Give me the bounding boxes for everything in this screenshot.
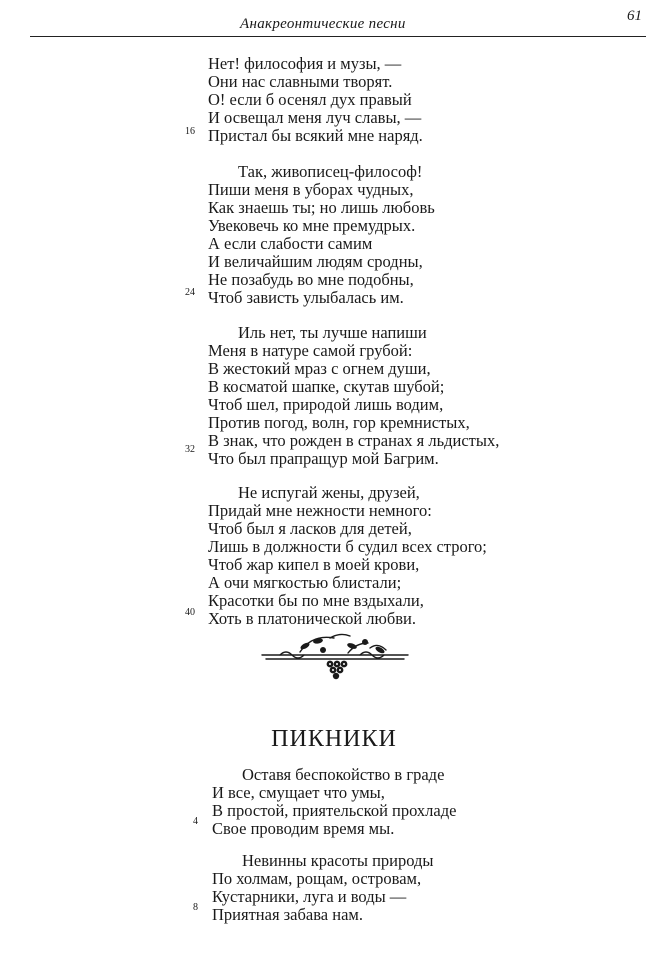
verse-line: А очи мягкостью блистали; bbox=[208, 573, 402, 592]
line-number: 4 bbox=[193, 816, 198, 827]
running-header bbox=[30, 8, 646, 37]
line-number: 16 bbox=[185, 126, 195, 137]
poem-title: ПИКНИКИ bbox=[271, 726, 397, 752]
verse-line: В косматой шапке, скутав шубой; bbox=[208, 377, 445, 396]
verse-line: Что был прапращур мой Багрим. bbox=[208, 449, 439, 468]
verse-line: Красотки бы по мне вздыхали, bbox=[208, 591, 424, 610]
verse-line: И все, смущает что умы, bbox=[212, 783, 385, 802]
verse-line: Чтоб жар кипел в моей крови, bbox=[208, 555, 420, 574]
verse-line: О! если б осенял дух правый bbox=[208, 90, 412, 109]
verse-line: Увековечь ко мне премудрых. bbox=[208, 216, 416, 235]
verse-line: Меня в натуре самой грубой: bbox=[208, 341, 413, 360]
verse-line: Хоть в платонической любви. bbox=[208, 609, 416, 628]
verse-line: Так, живописец-философ! bbox=[238, 162, 423, 181]
verse-line: Придай мне нежности немного: bbox=[208, 501, 432, 520]
verse-line: Пристал бы всякий мне наряд. bbox=[208, 126, 423, 145]
verse-line: Приятная забава нам. bbox=[212, 905, 363, 924]
verse-line: Против погод, волн, гор кремнистых, bbox=[208, 413, 470, 432]
verse-line: Пиши меня в уборах чудных, bbox=[208, 180, 414, 199]
verse-line: Не испугай жены, друзей, bbox=[238, 483, 420, 502]
verse-line: Чтоб был я ласков для детей, bbox=[208, 519, 412, 538]
verse-line: Как знаешь ты; но лишь любовь bbox=[208, 198, 435, 217]
verse-line: А если слабости самим bbox=[208, 234, 373, 253]
verse-line: Они нас славными творят. bbox=[208, 72, 393, 91]
verse-line: В знак, что рожден в странах я льдистых, bbox=[208, 431, 500, 450]
line-number: 24 bbox=[185, 287, 195, 298]
verse-line: Нет! философия и музы, — bbox=[208, 54, 402, 73]
verse-line: И величайшим людям сродны, bbox=[208, 252, 423, 271]
running-title: Анакреонтические песни bbox=[240, 16, 406, 32]
verse-line: По холмам, рощам, островам, bbox=[212, 869, 422, 888]
verse-line: Кустарники, луга и воды — bbox=[212, 887, 407, 906]
verse-line: Иль нет, ты лучше напиши bbox=[238, 323, 427, 342]
verse-line: И освещал меня луч славы, — bbox=[208, 108, 422, 127]
verse-line: Чтоб шел, природой лишь водим, bbox=[208, 395, 444, 414]
verse-line: В жестокий мраз с огнем души, bbox=[208, 359, 431, 378]
verse-line: В простой, приятельской прохладе bbox=[212, 801, 457, 820]
line-number: 40 bbox=[185, 607, 195, 618]
verse-line: Оставя беспокойство в граде bbox=[242, 765, 445, 784]
verse-line: Не позабудь во мне подобны, bbox=[208, 270, 414, 289]
line-number: 8 bbox=[193, 902, 198, 913]
verse-line: Невинны красоты природы bbox=[242, 851, 434, 870]
page-number: 61 bbox=[627, 8, 642, 24]
verse-line: Лишь в должности б судил всех строго; bbox=[208, 537, 487, 556]
floral-vignette-icon bbox=[260, 628, 410, 682]
line-number: 32 bbox=[185, 444, 195, 455]
verse-line: Свое проводим время мы. bbox=[212, 819, 395, 838]
verse-line: Чтоб зависть улыбалась им. bbox=[208, 288, 404, 307]
